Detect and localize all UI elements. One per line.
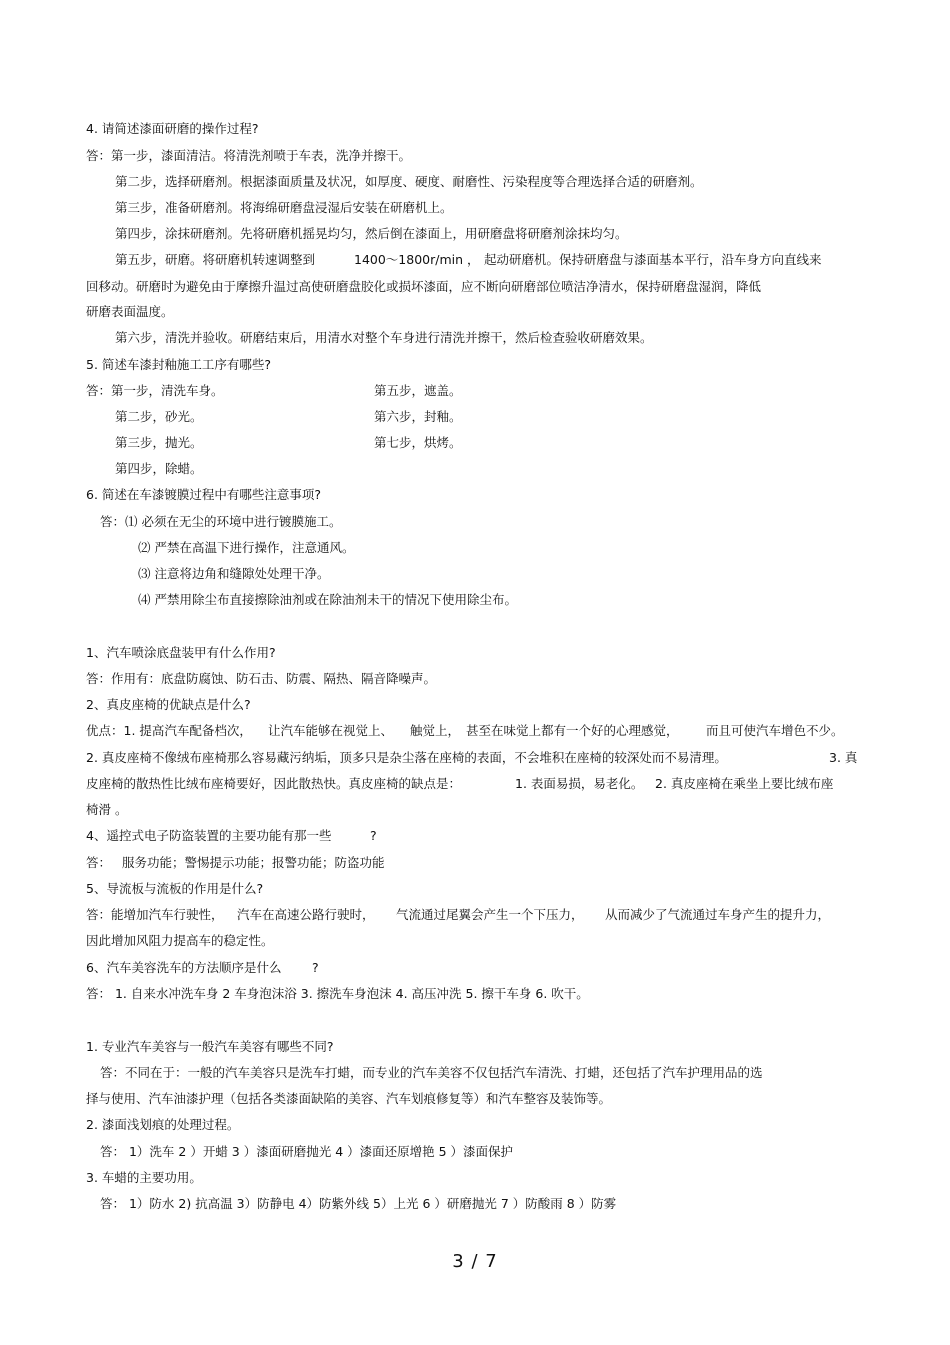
b5-line-1d: 从而减少了气流通过车身产生的提升力， [605,907,831,922]
q5-title: 5. 简述车漆封釉施工工序有哪些? [86,357,272,372]
q5-step-1: 答：第一步，清洗车身。 [86,383,224,398]
q5-step-6: 第六步，封釉。 [374,409,462,424]
c1-line-1: 答：不同在于：一般的汽车美容只是洗车打蜡，而专业的汽车美容不仅包括汽车清洗、打蜡，还包括了汽车护理用品的选 [100,1065,763,1080]
b5-line-1a: 答：能增加汽车行驶性， [86,907,224,922]
b5-line-2: 因此增加风阻力提高车的稳定性。 [86,933,274,948]
b5-title: 5、导流板与流板的作用是什么? [86,881,264,896]
page-number: 3 / 7 [452,1251,498,1272]
c2-answer: 答： 1）洗车 2 ）开蜡 3 ）漆面研磨抛光 4 ）漆面还原增艳 5 ）漆面保护 [100,1144,514,1159]
q4-step-1: 答：第一步，漆面清洁。将清洗剂喷于车表，洗净并擦干。 [86,148,412,163]
b2-line-1a: 优点：1. 提高汽车配备档次， [86,723,252,738]
b2-line-3b: 1. 表面易损，易老化。 [515,776,644,791]
q4-step-6: 第六步，清洗并验收。研磨结束后，用清水对整个车身进行清洗并擦干，然后检查验收研磨效果。 [115,330,653,345]
q6-answer-2: ⑵ 严禁在高温下进行操作，注意通风。 [138,540,355,555]
b4-answer: 服务功能；警惕提示功能；报警功能；防盗功能 [122,855,385,870]
b5-line-1c: 气流通过尾翼会产生一个下压力， [396,907,584,922]
q6-title: 6. 简述在车漆镀膜过程中有哪些注意事项? [86,487,322,502]
b2-line-4: 椅滑 。 [86,802,128,817]
q4-title: 4. 请简述漆面研磨的操作过程? [86,121,259,136]
q4-step-3: 第三步，准备研磨剂。将海绵研磨盘浸湿后安装在研磨机上。 [115,200,453,215]
c3-title: 3. 车蜡的主要功用。 [86,1170,202,1185]
b4-title: 4、遥控式电子防盗装置的主要功能有那一些 [86,828,332,843]
q4-step-4: 第四步，涂抹研磨剂。先将研磨机摇晃均匀，然后倒在漆面上，用研磨盘将研磨剂涂抹均匀。 [115,226,628,241]
q4-step-5-part-e: 研磨表面温度。 [86,304,174,319]
b2-line-2b: 3. 真 [829,750,858,765]
b2-line-3c: 2. 真皮座椅在乘坐上要比绒布座 [655,776,834,791]
b4-answer-prefix: 答： [86,855,112,870]
q6-answer-3: ⑶ 注意将边角和缝隙处处理干净。 [138,566,330,581]
q4-step-5-part-d: 回移动。研磨时为避免由于摩擦升温过高使研磨盘胶化或损坏漆面，应不断向研磨部位喷洁净清水，保持研磨盘湿润，降低 [86,279,762,294]
b6-question-mark: ? [312,960,319,975]
q4-step-5-part-c: 起动研磨机。保持研磨盘与漆面基本平行，沿车身方向直线来 [484,252,822,267]
q5-step-4: 第四步，除蜡。 [115,461,203,476]
b2-line-2a: 2. 真皮座椅不像绒布座椅那么容易藏污纳垢，顶多只是杂尘落在座椅的表面，不会堆积在座椅的较深处而不易清理。 [86,750,727,765]
q4-step-5-speed: 1400～1800r/min ， [354,252,480,267]
q4-step-2: 第二步，选择研磨剂。根据漆面质量及状况，如厚度、硬度、耐磨性、污染程度等合理选择合适的研磨剂。 [115,174,703,189]
b4-question-mark: ? [370,828,377,843]
b2-line-1d: 甚至在味觉上都有一个好的心理感觉， [466,723,679,738]
c2-title: 2. 漆面浅划痕的处理过程。 [86,1117,240,1132]
c1-line-2: 择与使用、汽车油漆护理（包括各类漆面缺陷的美容、汽车划痕修复等）和汽车整容及装饰等。 [86,1091,612,1106]
b1-answer: 答：作用有：底盘防腐蚀、防石击、防震、隔热、隔音降噪声。 [86,671,437,686]
q5-step-2: 第二步，砂光。 [115,409,203,424]
q5-step-7: 第七步，烘烤。 [374,435,462,450]
c1-title: 1. 专业汽车美容与一般汽车美容有哪些不同? [86,1039,334,1054]
b2-line-1b: 让汽车能够在视觉上、 [268,723,394,738]
q4-step-5-part-a: 第五步，研磨。将研磨机转速调整到 [115,252,316,267]
q5-step-3: 第三步，抛光。 [115,435,203,450]
b6-answer: 答： 1. 自来水冲洗车身 2 车身泡沫浴 3. 擦洗车身泡沫 4. 高压冲洗 5. 擦干车身 6. 吹干。 [86,986,589,1001]
b1-title: 1、汽车喷涂底盘装甲有什么作用? [86,645,276,660]
c3-answer: 答： 1）防水 2) 抗高温 3）防静电 4）防紫外线 5）上光 6 ）研磨抛光 7 ）防酸雨 8 ）防雾 [100,1196,617,1211]
b2-line-1c: 触觉上， [410,723,461,738]
b2-title: 2、真皮座椅的优缺点是什么? [86,697,251,712]
b5-line-1b: 汽车在高速公路行驶时， [237,907,375,922]
q6-answer-1: 答：⑴ 必须在无尘的环境中进行镀膜施工。 [100,514,342,529]
b6-title: 6、汽车美容洗车的方法顺序是什么 [86,960,282,975]
b2-line-3a: 皮座椅的散热性比绒布座椅要好，因此散热快。真皮座椅的缺点是： [86,776,462,791]
q6-answer-4: ⑷ 严禁用除尘布直接擦除油剂或在除油剂未干的情况下使用除尘布。 [138,592,517,607]
b2-line-1e: 而且可使汽车增色不少。 [706,723,844,738]
q5-step-5: 第五步，遮盖。 [374,383,462,398]
